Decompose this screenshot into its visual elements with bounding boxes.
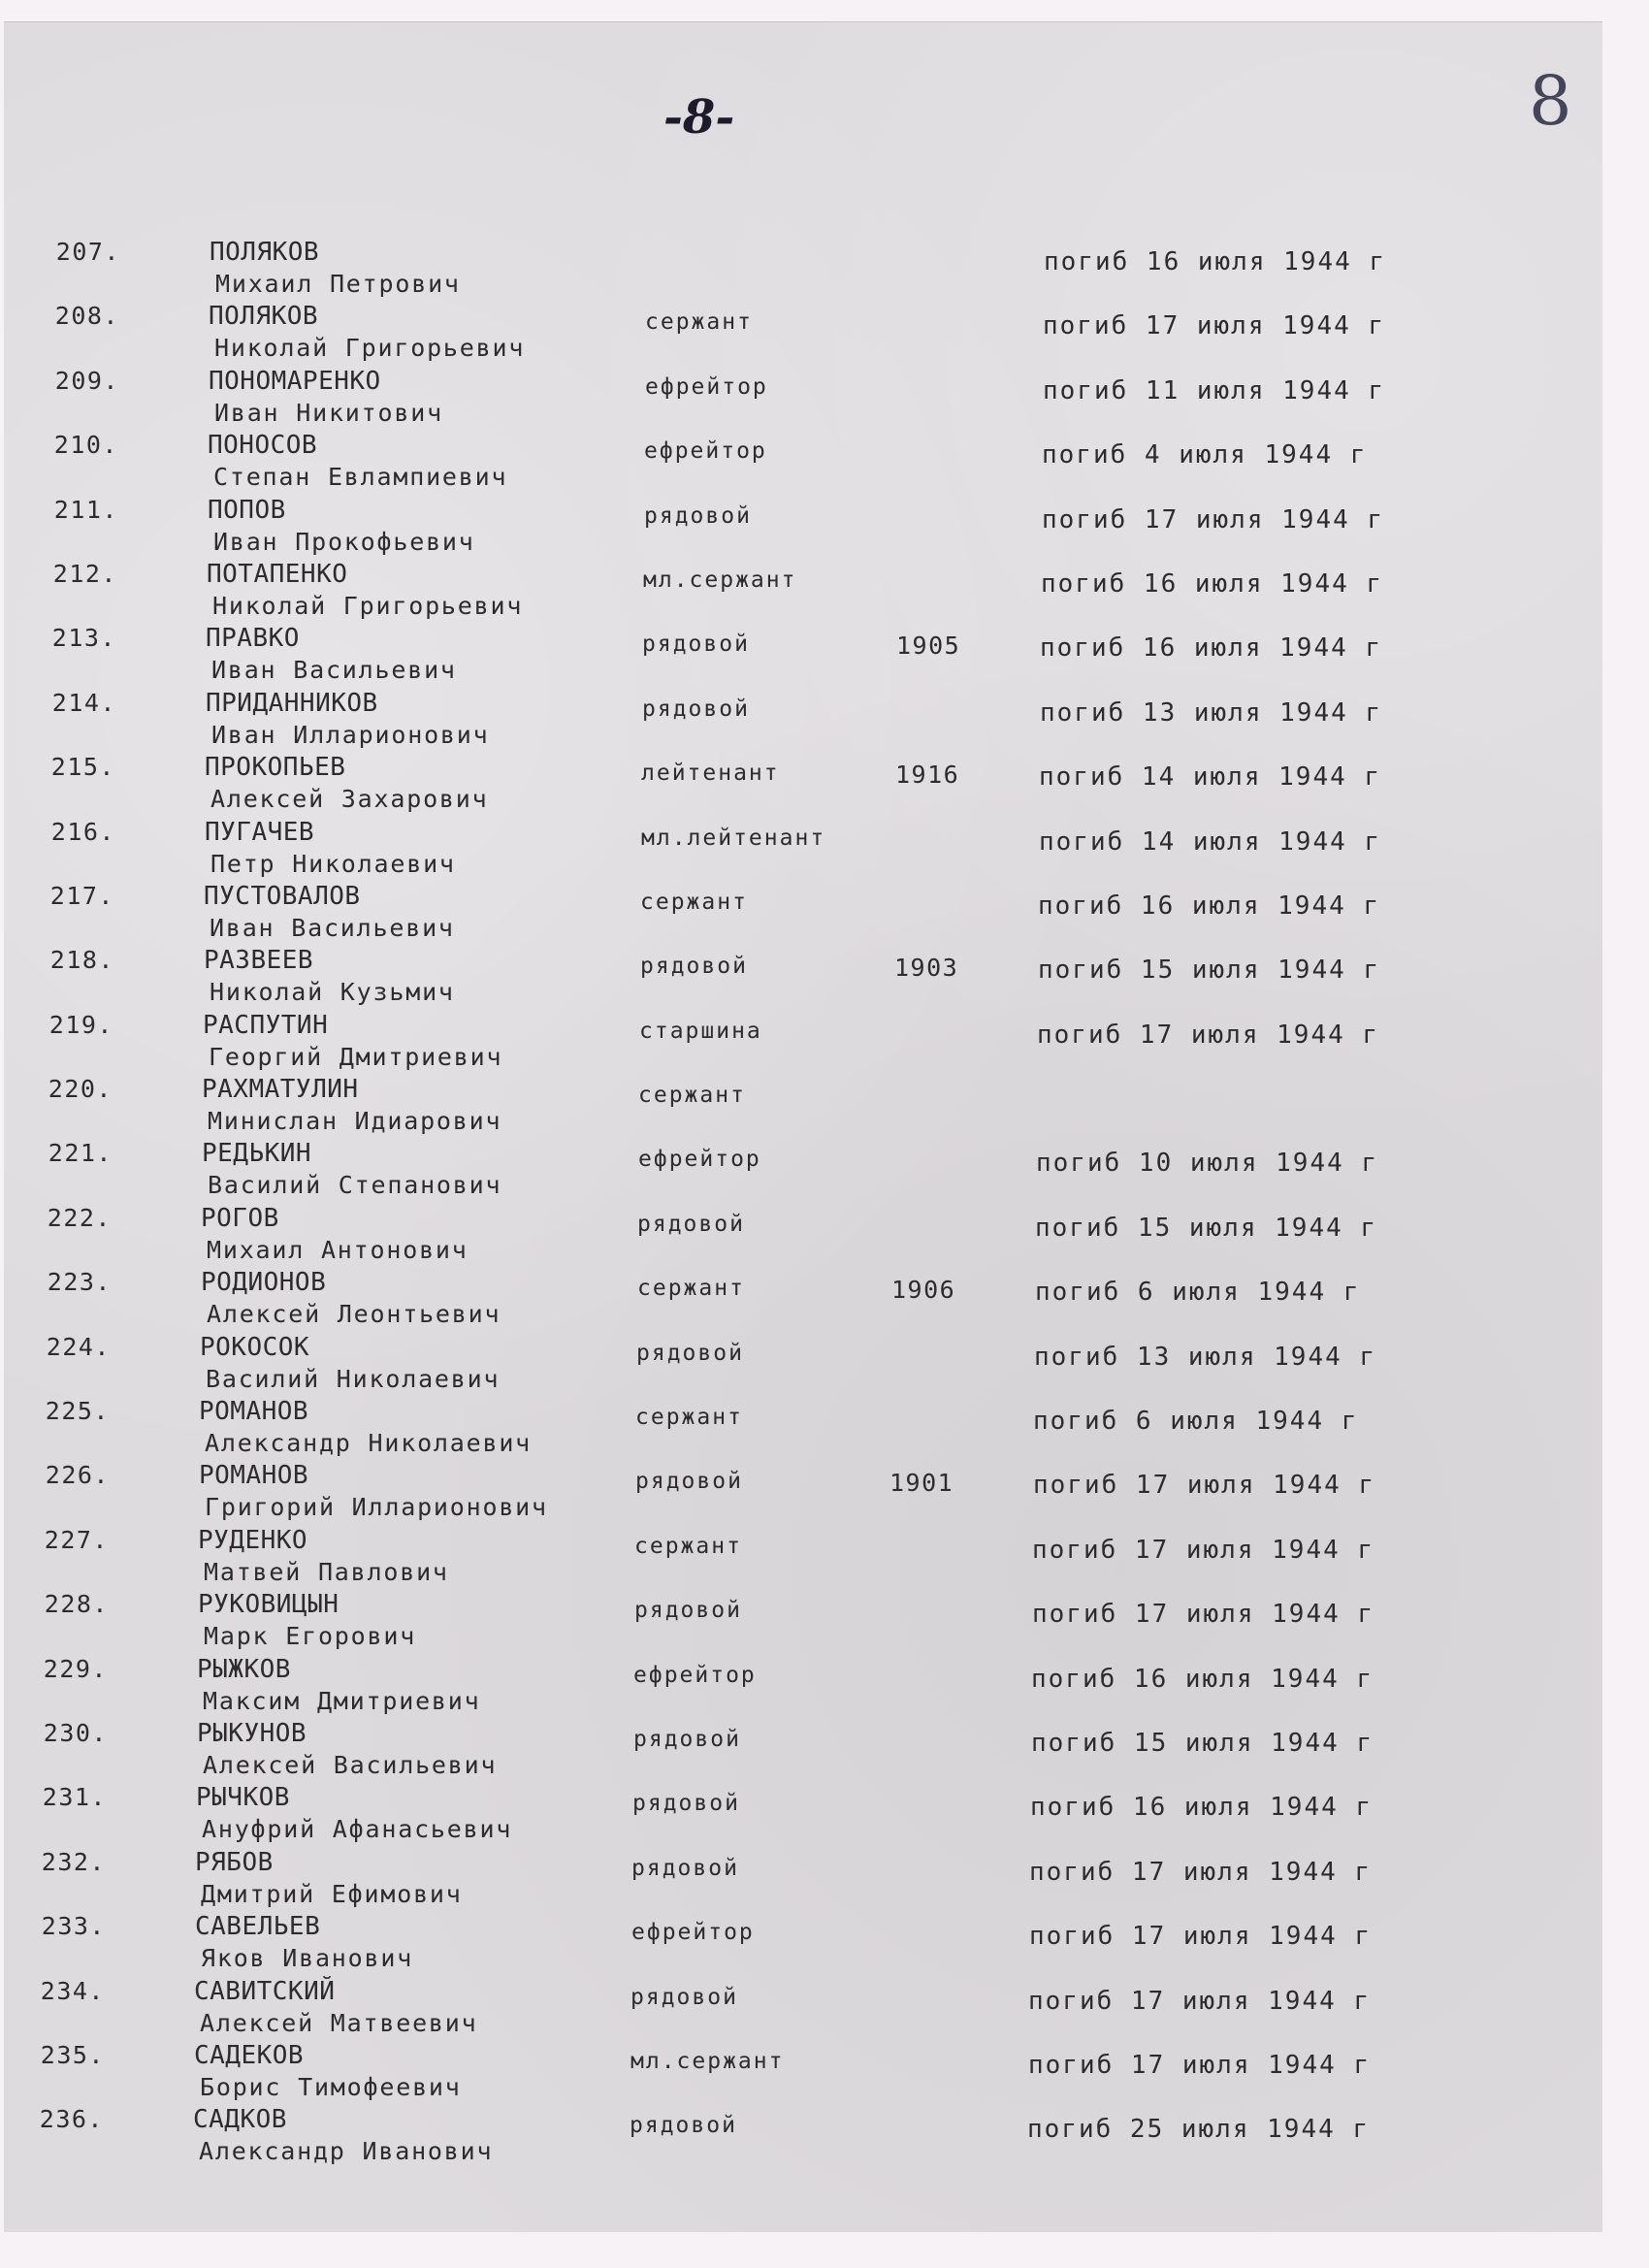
entry-surname: РАСПУТИН bbox=[203, 1010, 329, 1040]
entry-death-date: погиб 14 июля 1944 г bbox=[1039, 762, 1382, 793]
entry-given-name: Александр Иванович bbox=[199, 2137, 494, 2166]
entry-number: 235. bbox=[40, 2040, 105, 2069]
entry-death-date: погиб 15 июля 1944 г bbox=[1035, 1213, 1378, 1243]
entry-given-name: Василий Степанович bbox=[208, 1171, 502, 1200]
entry-death-date: погиб 17 июля 1944 г bbox=[1032, 1535, 1375, 1565]
entry-given-name: Георгий Дмитриевич bbox=[209, 1042, 503, 1071]
entry-rank: рядовой bbox=[630, 1984, 738, 2010]
entry-given-name: Николай Григорьевич bbox=[212, 591, 524, 620]
entry-number: 223. bbox=[47, 1268, 112, 1297]
entry-given-name: Алексей Захарович bbox=[210, 785, 489, 814]
entry-surname: РОКОСОК bbox=[200, 1332, 310, 1362]
entry-number: 229. bbox=[43, 1654, 108, 1683]
entry-surname: РЯБОВ bbox=[195, 1847, 274, 1877]
entry-given-name: Алексей Леонтьевич bbox=[207, 1300, 501, 1329]
entry-death-date: погиб 6 июля 1944 г bbox=[1033, 1407, 1359, 1437]
list-entry bbox=[4, 560, 1602, 624]
entry-given-name: Григорий Илларионович bbox=[205, 1493, 548, 1522]
entry-death-date: погиб 17 июля 1944 г bbox=[1033, 1471, 1376, 1501]
entry-given-name: Борис Тимофеевич bbox=[200, 2072, 462, 2101]
entry-death-date: погиб 17 июля 1944 г bbox=[1037, 1020, 1380, 1050]
entry-death-date: погиб 17 июля 1944 г bbox=[1043, 311, 1386, 341]
entry-rank: мл.лейтенант bbox=[641, 825, 826, 851]
handwritten-page-mark: 8 bbox=[1529, 61, 1572, 141]
entry-death-date: погиб 17 июля 1944 г bbox=[1028, 1986, 1372, 2016]
entry-rank: рядовой bbox=[640, 954, 748, 980]
list-entry bbox=[4, 302, 1602, 366]
entry-number: 208. bbox=[54, 302, 119, 331]
entry-number: 230. bbox=[43, 1718, 108, 1747]
entry-number: 215. bbox=[50, 753, 115, 782]
page-number: -8- bbox=[663, 90, 735, 145]
entry-given-name: Николай Григорьевич bbox=[214, 334, 526, 363]
entry-surname: РЫЧКОВ bbox=[196, 1783, 290, 1813]
list-entry bbox=[4, 1204, 1602, 1268]
entry-death-date: погиб 17 июля 1944 г bbox=[1032, 1600, 1375, 1630]
entry-number: 216. bbox=[50, 817, 115, 846]
entry-rank: мл.сержант bbox=[630, 2048, 785, 2074]
entry-rank: сержант bbox=[640, 889, 748, 915]
entry-death-date: погиб 16 июля 1944 г bbox=[1044, 247, 1387, 276]
entry-birth-year: 1903 bbox=[894, 954, 959, 983]
list-entry bbox=[4, 238, 1602, 302]
entry-death-date: погиб 16 июля 1944 г bbox=[1041, 568, 1384, 599]
list-entry bbox=[4, 431, 1602, 495]
entry-surname: ПОЛЯКОВ bbox=[210, 238, 320, 267]
entry-given-name: Степан Евлампиевич bbox=[213, 463, 508, 492]
entry-surname: ПОЛЯКОВ bbox=[209, 302, 319, 332]
entry-surname: САВИТСКИЙ bbox=[194, 1976, 336, 2006]
entry-number: 225. bbox=[45, 1397, 110, 1426]
entry-number: 226. bbox=[45, 1461, 110, 1490]
entry-rank: рядовой bbox=[637, 1211, 745, 1237]
list-entry bbox=[4, 882, 1602, 946]
casualty-list bbox=[4, 238, 1602, 2170]
entry-rank: рядовой bbox=[631, 1855, 739, 1881]
list-entry bbox=[4, 1011, 1602, 1075]
list-entry bbox=[4, 1783, 1602, 1847]
entry-surname: САДЕКОВ bbox=[194, 2040, 305, 2070]
entry-given-name: Алексей Матвеевич bbox=[200, 2008, 478, 2037]
entry-given-name: Иван Илларионович bbox=[211, 720, 490, 749]
list-entry bbox=[4, 1333, 1602, 1397]
entry-rank: сержант bbox=[637, 1276, 745, 1302]
entry-death-date: погиб 4 июля 1944 г bbox=[1042, 440, 1368, 470]
entry-number: 210. bbox=[53, 431, 118, 460]
entry-number: 214. bbox=[51, 688, 116, 717]
entry-birth-year: 1905 bbox=[896, 632, 961, 661]
entry-rank: ефрейтор bbox=[644, 438, 767, 465]
entry-given-name: Иван Васильевич bbox=[210, 913, 455, 942]
entry-death-date: погиб 17 июля 1944 г bbox=[1029, 1857, 1373, 1887]
entry-given-name: Петр Николаевич bbox=[210, 849, 456, 878]
list-entry bbox=[4, 1977, 1602, 2041]
entry-rank: рядовой bbox=[642, 696, 750, 722]
entry-number: 228. bbox=[44, 1590, 109, 1619]
entry-given-name: Алексей Васильевич bbox=[203, 1750, 498, 1779]
entry-number: 207. bbox=[55, 238, 120, 266]
list-entry bbox=[4, 1848, 1602, 1912]
entry-given-name: Иван Прокофьевич bbox=[213, 527, 475, 556]
entry-death-date: погиб 16 июля 1944 г bbox=[1040, 633, 1383, 664]
list-entry bbox=[4, 1139, 1602, 1203]
entry-birth-year: 1901 bbox=[889, 1469, 954, 1498]
entry-surname: ПОТАПЕНКО bbox=[207, 559, 348, 589]
list-entry bbox=[4, 1397, 1602, 1461]
entry-rank: рядовой bbox=[642, 632, 750, 658]
entry-surname: САВЕЛЬЕВ bbox=[195, 1912, 321, 1942]
entry-number: 233. bbox=[41, 1912, 106, 1941]
entry-rank: рядовой bbox=[630, 2113, 737, 2139]
entry-rank: сержант bbox=[634, 1533, 742, 1559]
entry-surname: РУДЕНКО bbox=[198, 1525, 308, 1555]
entry-surname: РЫКУНОВ bbox=[197, 1718, 307, 1748]
entry-rank: сержант bbox=[645, 309, 753, 336]
entry-rank: рядовой bbox=[635, 1469, 743, 1495]
entry-death-date: погиб 25 июля 1944 г bbox=[1027, 2115, 1371, 2145]
entry-number: 211. bbox=[53, 495, 118, 524]
entry-given-name: Яков Иванович bbox=[201, 1944, 414, 1973]
list-entry bbox=[4, 1268, 1602, 1332]
entry-number: 236. bbox=[39, 2105, 104, 2134]
entry-number: 219. bbox=[48, 1010, 113, 1039]
entry-surname: РУКОВИЦЫН bbox=[198, 1590, 340, 1620]
entry-rank: рядовой bbox=[636, 1340, 744, 1366]
entry-given-name: Александр Николаевич bbox=[205, 1429, 533, 1458]
entry-death-date: погиб 15 июля 1944 г bbox=[1031, 1728, 1374, 1758]
list-entry bbox=[4, 624, 1602, 688]
entry-death-date: погиб 16 июля 1944 г bbox=[1030, 1793, 1374, 1823]
entry-rank: ефрейтор bbox=[638, 1147, 761, 1173]
entry-death-date: погиб 10 июля 1944 г bbox=[1036, 1149, 1379, 1179]
entry-given-name: Иван Никитович bbox=[214, 398, 443, 427]
entry-given-name: Василий Николаевич bbox=[206, 1364, 501, 1393]
list-entry bbox=[4, 753, 1602, 817]
entry-rank: мл.сержант bbox=[643, 567, 797, 593]
entry-death-date: погиб 17 июля 1944 г bbox=[1028, 2050, 1372, 2080]
entry-number: 217. bbox=[49, 881, 114, 910]
entry-given-name: Ануфрий Афанасьевич bbox=[202, 1815, 513, 1844]
entry-surname: РОГОВ bbox=[201, 1203, 279, 1233]
entry-number: 222. bbox=[47, 1203, 112, 1232]
entry-death-date: погиб 16 июля 1944 г bbox=[1038, 891, 1381, 921]
list-entry bbox=[4, 1719, 1602, 1783]
entry-death-date: погиб 17 июля 1944 г bbox=[1042, 504, 1385, 535]
list-entry bbox=[4, 689, 1602, 753]
entry-surname: ПОПОВ bbox=[208, 495, 286, 525]
entry-surname: ПРИДАННИКОВ bbox=[206, 688, 378, 718]
document-sheet bbox=[4, 21, 1602, 2232]
entry-rank: сержант bbox=[638, 1083, 746, 1109]
entry-number: 234. bbox=[40, 1976, 105, 2005]
entry-given-name: Михаил Антонович bbox=[207, 1235, 469, 1264]
entry-surname: РЕДЬКИН bbox=[202, 1139, 312, 1169]
entry-rank: лейтенант bbox=[641, 761, 780, 787]
entry-number: 231. bbox=[42, 1783, 107, 1812]
entry-rank: рядовой bbox=[634, 1598, 742, 1624]
entry-rank: рядовой bbox=[644, 502, 752, 529]
entry-rank: ефрейтор bbox=[645, 373, 768, 400]
entry-given-name: Марк Егорович bbox=[204, 1622, 417, 1651]
list-entry bbox=[4, 367, 1602, 431]
entry-death-date: погиб 13 июля 1944 г bbox=[1040, 697, 1383, 728]
entry-rank: старшина bbox=[639, 1018, 762, 1044]
entry-death-date: погиб 15 июля 1944 г bbox=[1038, 956, 1381, 986]
entry-given-name: Николай Кузьмич bbox=[210, 978, 455, 1007]
list-entry bbox=[4, 496, 1602, 560]
entry-surname: ПОНОСОВ bbox=[208, 431, 318, 461]
entry-surname: ПРОКОПЬЕВ bbox=[205, 753, 346, 783]
entry-number: 212. bbox=[52, 559, 117, 588]
list-entry bbox=[4, 2041, 1602, 2105]
entry-surname: РОМАНОВ bbox=[199, 1461, 309, 1491]
entry-surname: ПОНОМАРЕНКО bbox=[209, 366, 381, 396]
list-entry bbox=[4, 1912, 1602, 1976]
entry-death-date: погиб 13 июля 1944 г bbox=[1034, 1342, 1377, 1372]
entry-birth-year: 1906 bbox=[891, 1276, 956, 1305]
entry-death-date: погиб 16 июля 1944 г bbox=[1031, 1664, 1374, 1694]
list-entry bbox=[4, 1526, 1602, 1590]
entry-surname: ПРАВКО bbox=[206, 624, 300, 654]
entry-rank: рядовой bbox=[632, 1791, 740, 1817]
entry-surname: ПУГАЧЕВ bbox=[205, 817, 315, 847]
entry-given-name: Дмитрий Ефимович bbox=[201, 1879, 463, 1908]
entry-rank: ефрейтор bbox=[633, 1662, 757, 1688]
list-entry bbox=[4, 1590, 1602, 1654]
entry-given-name: Минислан Идиарович bbox=[208, 1107, 502, 1136]
entry-number: 224. bbox=[46, 1332, 111, 1361]
list-entry bbox=[4, 818, 1602, 882]
entry-given-name: Михаил Петрович bbox=[215, 270, 461, 298]
entry-surname: РОМАНОВ bbox=[199, 1397, 309, 1427]
entry-given-name: Максим Дмитриевич bbox=[203, 1686, 481, 1715]
entry-given-name: Матвей Павлович bbox=[204, 1557, 449, 1586]
entry-surname: ПУСТОВАЛОВ bbox=[204, 881, 361, 911]
entry-surname: РАЗВЕЕВ bbox=[204, 946, 314, 976]
entry-birth-year: 1916 bbox=[895, 761, 960, 790]
entry-number: 227. bbox=[44, 1525, 109, 1554]
entry-rank: сержант bbox=[635, 1405, 743, 1431]
entry-given-name: Иван Васильевич bbox=[211, 656, 457, 685]
list-entry bbox=[4, 2105, 1602, 2169]
entry-number: 232. bbox=[41, 1847, 106, 1876]
entry-rank: ефрейтор bbox=[631, 1920, 755, 1946]
entry-surname: РОДИОНОВ bbox=[201, 1268, 327, 1298]
entry-death-date: погиб 14 июля 1944 г bbox=[1039, 826, 1382, 857]
entry-number: 220. bbox=[48, 1075, 113, 1104]
entry-surname: РАХМАТУЛИН bbox=[202, 1075, 359, 1105]
list-entry bbox=[4, 1461, 1602, 1525]
entry-number: 221. bbox=[48, 1139, 113, 1168]
entry-surname: РЫЖКОВ bbox=[197, 1654, 291, 1684]
entry-number: 213. bbox=[51, 624, 116, 653]
entry-death-date: погиб 17 июля 1944 г bbox=[1029, 1922, 1373, 1952]
entry-death-date: погиб 6 июля 1944 г bbox=[1035, 1278, 1361, 1308]
entry-rank: рядовой bbox=[633, 1726, 741, 1752]
entry-death-date: погиб 11 июля 1944 г bbox=[1043, 375, 1386, 405]
list-entry bbox=[4, 946, 1602, 1010]
entry-surname: САДКОВ bbox=[193, 2105, 287, 2135]
entry-number: 218. bbox=[49, 946, 114, 975]
list-entry bbox=[4, 1075, 1602, 1139]
list-entry bbox=[4, 1655, 1602, 1719]
entry-number: 209. bbox=[54, 366, 119, 395]
